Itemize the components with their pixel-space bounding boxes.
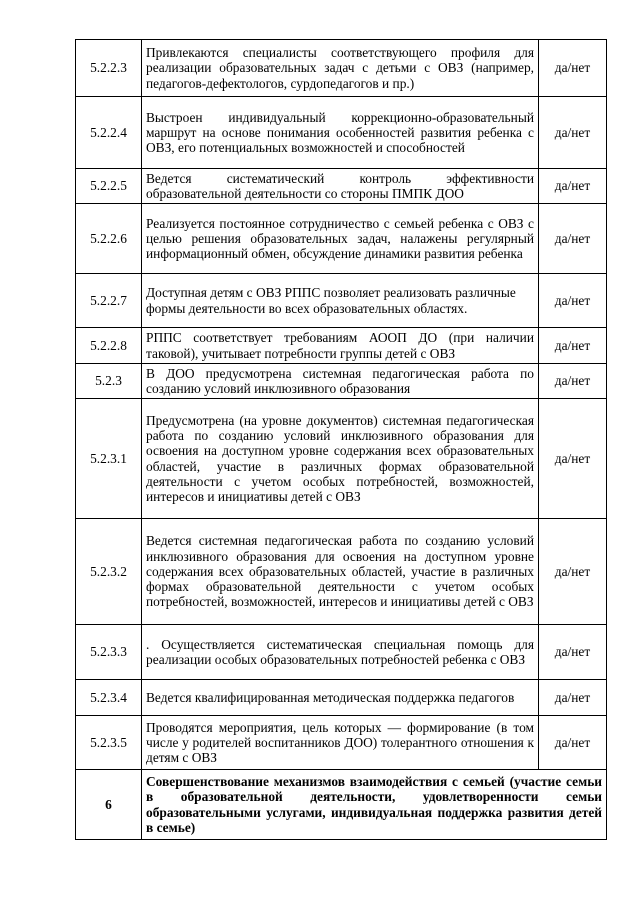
row-answer: да/нет [539,40,607,97]
row-text: Проводятся мероприятия, цель которых — формирование (в том числе у родителей воспитанников ДОО) толерантного отношения к детям с ОВЗ [142,716,539,770]
row-text: Ведется системная педагогическая работа по созданию условий инклюзивного образования для освоения на доступном уровне содержания всех образовательных областей, участие в различных формах образовательной деятельности с учетом особых потребностей, возможностей, интересов и инициативы детей с ОВЗ [142,519,539,625]
table-row [76,680,607,716]
row-text: Выстроен индивидуальный коррекционно-образовательный маршрут на основе понимания особенностей развития ребенка с ОВЗ, его потенциальных возможностей и способностей [142,97,539,169]
row-answer: да/нет [539,169,607,204]
row-text: РППС соответствует требованиям АООП ДО (при наличии таковой), учитывает потребности группы детей с ОВЗ [142,328,539,364]
row-text: . Осуществляется систематическая специальная помощь для реализации особых образовательных потребностей ребенка с ОВЗ [142,625,539,680]
section-title: Совершенствование механизмов взаимодействия с семьей (участие семьи в образовательной деятельности, удовлетворенности семьи образовательными услугами, индивидуальная поддержка развития детей в семье) [142,770,607,840]
table-row [76,328,607,364]
row-answer: да/нет [539,716,607,770]
row-number: 5.2.3 [76,364,142,399]
row-text: В ДОО предусмотрена системная педагогическая работа по созданию условий инклюзивного образования [142,364,539,399]
row-number: 5.2.3.1 [76,399,142,519]
table-row [76,519,607,625]
row-number: 5.2.3.4 [76,680,142,716]
row-text: Предусмотрена (на уровне документов) системная педагогическая работа по созданию условий инклюзивного образования для освоения на доступном уровне содержания всех образовательных областей, участие в различных формах образовательной деятельности с учетом особых потребностей, возможностей, интересов и инициативы детей с ОВЗ [142,399,539,519]
row-number: 5.2.2.6 [76,204,142,274]
row-answer: да/нет [539,204,607,274]
row-number: 5.2.3.2 [76,519,142,625]
row-text: Ведется систематический контроль эффективности образовательной деятельности со стороны ПМПК ДОО [142,169,539,204]
table-row [76,364,607,399]
row-number: 5.2.2.3 [76,40,142,97]
row-number: 5.2.2.5 [76,169,142,204]
row-text: Привлекаются специалисты соответствующего профиля для реализации образовательных задач с детьми с ОВЗ (например, педагогов-дефектологов, сурдопедагогов и пр.) [142,40,539,97]
table-row [76,274,607,328]
table-row [76,97,607,169]
table-row [76,716,607,770]
row-text: Ведется квалифицированная методическая поддержка педагогов [142,680,539,716]
table-row [76,204,607,274]
section-number: 6 [76,770,142,840]
table-row [76,625,607,680]
row-number: 5.2.3.3 [76,625,142,680]
row-number: 5.2.3.5 [76,716,142,770]
row-text: Доступная детям с ОВЗ РППС позволяет реализовать различные формы деятельности во всех образовательных областях. [142,274,539,328]
table-row [76,169,607,204]
row-answer: да/нет [539,399,607,519]
row-answer: да/нет [539,274,607,328]
section-row [76,770,607,840]
row-answer: да/нет [539,519,607,625]
table-row [76,399,607,519]
row-answer: да/нет [539,625,607,680]
row-number: 5.2.2.8 [76,328,142,364]
row-answer: да/нет [539,364,607,399]
row-number: 5.2.2.4 [76,97,142,169]
row-text: Реализуется постоянное сотрудничество с семьей ребенка с ОВЗ с целью решения образовательных задач, налажены регулярный информационный обмен, обсуждение динамики развития ребенка [142,204,539,274]
row-answer: да/нет [539,680,607,716]
row-number: 5.2.2.7 [76,274,142,328]
criteria-table [75,39,607,840]
table-row [76,40,607,97]
row-answer: да/нет [539,97,607,169]
row-answer: да/нет [539,328,607,364]
